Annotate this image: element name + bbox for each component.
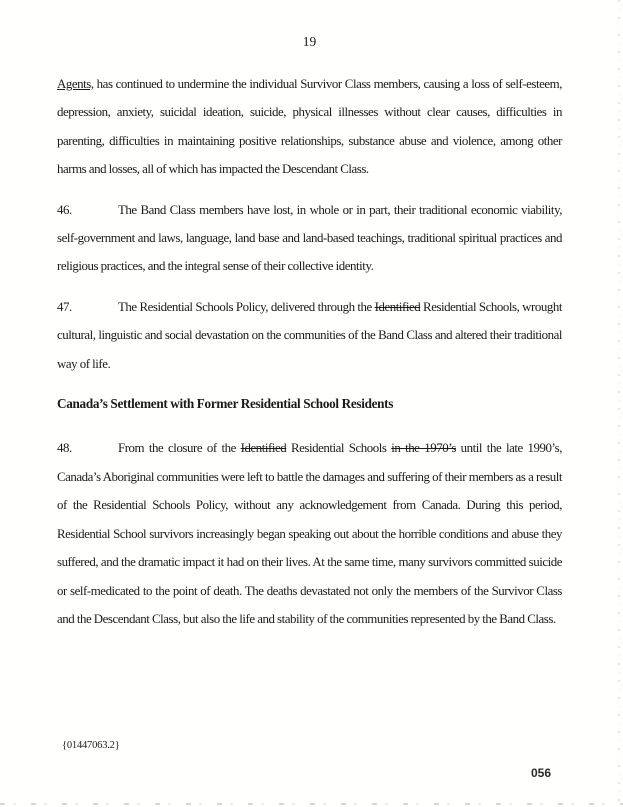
footer-bates-number: 056 (531, 766, 552, 780)
paragraph-number: 46. (57, 202, 72, 217)
paragraph-number: 48. (57, 441, 72, 456)
scan-artifact-bottom-edge (0, 803, 623, 805)
body-text: Residential Schools (286, 441, 392, 456)
page-number: 19 (302, 34, 317, 49)
body-text: The Residential Schools Policy, delivered through the (118, 299, 375, 314)
paragraph-47 (57, 293, 562, 378)
body-text: has continued to undermine the individual Survivor Class members, causing a loss of self-esteem, depression, anxiety, suicidal ideation, suicide, physical illnesses without clear causes, difficulties in parenting, difficulties in maintaining positive relationships, substance abuse and violence, among other harms and losses, all of which has impacted the Descendant Class. (57, 77, 562, 177)
paragraph-number: 47. (57, 299, 72, 314)
body-text: Residential Schools, wrought cultural, linguistic and social devastation on the communities of the Band Class and altered their traditional way of life. (57, 299, 562, 371)
paragraph-48 (57, 434, 562, 633)
paragraph-46 (57, 196, 562, 281)
footer-document-id: {01447063.2} (62, 740, 120, 751)
body-text: until the late 1990’s, Canada’s Aboriginal communities were left to battle the damages and suffering of their members as a result of the Residential Schools Policy, without any acknowledgement from Canada. During this period, Residential School survivors increasingly began speaking out about the horrible conditions and abuse they suffered, and the dramatic impact it had on their lives. At the same time, many survivors committed suicide or self-medicated to the point of death. The deaths devastated not only the members of the Survivor Class and the Descendant Class, but also the life and stability of the communities represented by the Band Class. (57, 441, 562, 626)
paragraph-continuation-agents (57, 70, 562, 184)
struck-out-text: in the 1970’s (391, 441, 456, 456)
struck-out-text: Identified (374, 299, 421, 314)
body-text: From the closure of the (118, 441, 241, 456)
body-text: The Band Class members have lost, in whole or in part, their traditional economic viability, self-government and laws, language, land base and land-based teachings, traditional spiritual practices and religious practices, and the integral sense of their collective identity. (57, 202, 562, 274)
struck-out-text: Identified (240, 441, 287, 456)
underlined-text: Agents, (57, 77, 94, 91)
scan-artifact-right-edge (618, 0, 620, 807)
section-heading-canadas-settlement: Canada’s Settlement with Former Residential School Residents (57, 396, 394, 412)
document-body (57, 70, 562, 633)
